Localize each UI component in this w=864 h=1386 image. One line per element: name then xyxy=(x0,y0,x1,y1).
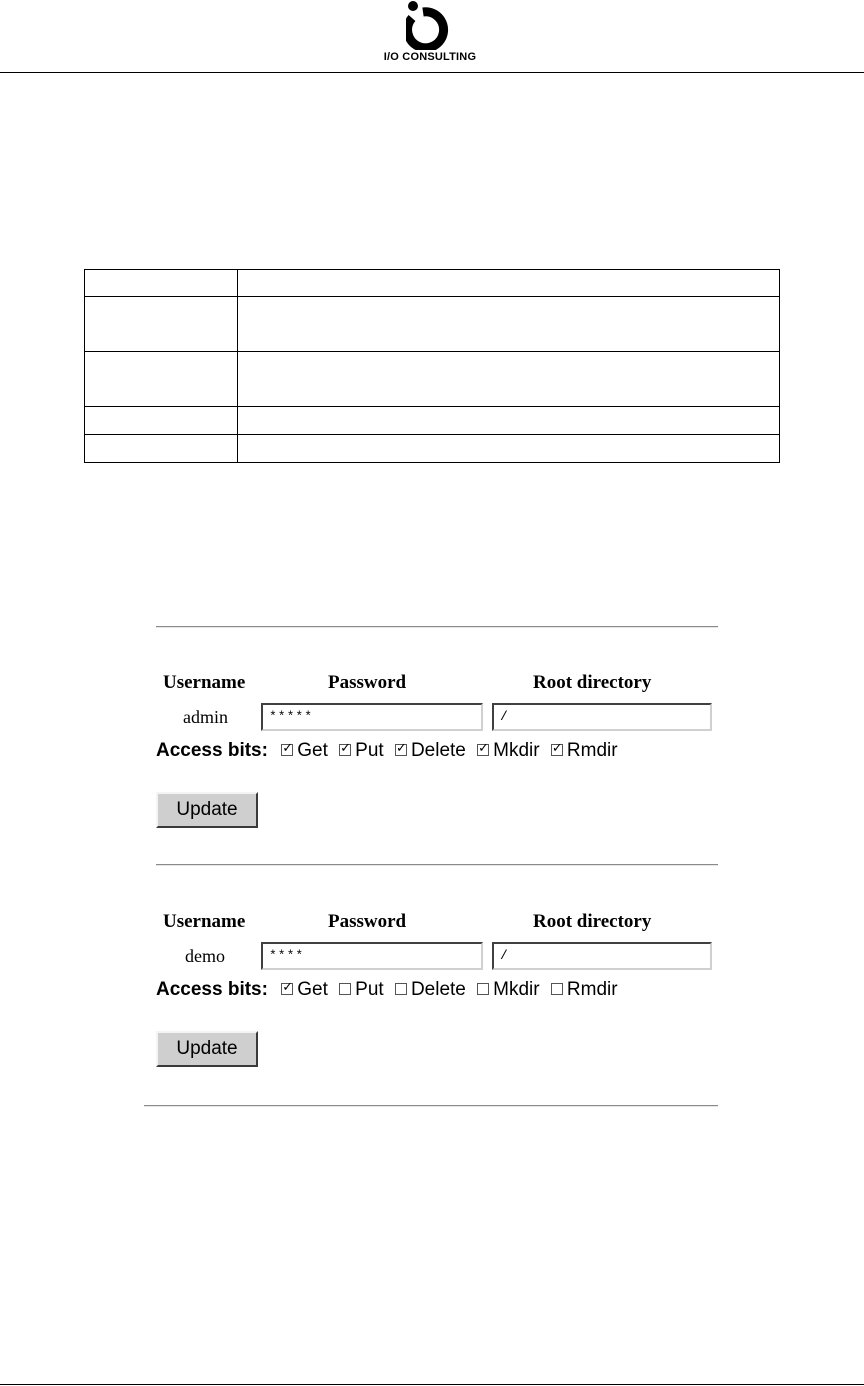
form-separator xyxy=(156,626,718,628)
access-bits-label: Access bits: xyxy=(156,979,268,1000)
table-row xyxy=(85,352,780,407)
table-cell xyxy=(85,407,238,435)
bit-delete[interactable] xyxy=(395,979,466,1001)
mkdir-checkbox[interactable] xyxy=(477,983,489,995)
bit-put[interactable] xyxy=(339,979,384,1001)
rmdir-checkbox[interactable] xyxy=(551,983,563,995)
table-cell xyxy=(85,352,238,407)
table-cell xyxy=(238,435,780,463)
bit-get[interactable] xyxy=(281,740,328,762)
table-cell xyxy=(85,297,238,352)
table-cell xyxy=(238,297,780,352)
mkdir-label: Mkdir xyxy=(493,979,540,1000)
username-header: Username xyxy=(163,672,246,693)
table-cell xyxy=(85,270,238,297)
password-header: Password xyxy=(328,672,407,693)
table-row xyxy=(85,270,780,297)
footer-divider xyxy=(0,1384,864,1385)
root-directory-header: Root directory xyxy=(533,911,652,932)
delete-checkbox[interactable] xyxy=(395,744,407,756)
rmdir-label: Rmdir xyxy=(566,740,618,761)
put-checkbox[interactable] xyxy=(339,744,351,756)
rmdir-label: Rmdir xyxy=(566,979,618,1000)
table-row xyxy=(85,297,780,352)
password-input[interactable]: **** xyxy=(261,942,483,970)
bit-delete[interactable] xyxy=(395,740,466,762)
username-header: Username xyxy=(163,911,246,932)
mkdir-checkbox[interactable] xyxy=(477,744,489,756)
access-bits-row xyxy=(156,740,624,762)
form-separator xyxy=(144,1105,718,1107)
user-form-demo xyxy=(156,911,716,1071)
get-checkbox[interactable] xyxy=(281,983,293,995)
io-logo-icon xyxy=(406,0,454,50)
update-button[interactable]: Update xyxy=(156,792,258,828)
bit-mkdir[interactable] xyxy=(477,979,539,1001)
bit-put[interactable] xyxy=(339,740,384,762)
bit-rmdir[interactable] xyxy=(551,979,618,1001)
bit-mkdir[interactable] xyxy=(477,740,539,762)
header-divider xyxy=(0,72,864,73)
root-directory-input[interactable]: / xyxy=(492,703,712,731)
password-header: Password xyxy=(328,911,407,932)
table-cell xyxy=(238,352,780,407)
table-cell xyxy=(238,270,780,297)
rmdir-checkbox[interactable] xyxy=(551,744,563,756)
username-value: admin xyxy=(183,707,228,727)
password-input[interactable]: ***** xyxy=(261,703,483,731)
put-label: Put xyxy=(355,979,384,1000)
document-table xyxy=(84,269,780,463)
bit-rmdir[interactable] xyxy=(551,740,618,762)
get-label: Get xyxy=(297,740,328,761)
table-cell xyxy=(85,435,238,463)
delete-label: Delete xyxy=(410,740,466,761)
get-checkbox[interactable] xyxy=(281,744,293,756)
root-directory-header: Root directory xyxy=(533,672,652,693)
put-checkbox[interactable] xyxy=(339,983,351,995)
company-logo xyxy=(360,0,500,68)
delete-label: Delete xyxy=(410,979,466,1000)
mkdir-label: Mkdir xyxy=(493,740,540,761)
user-form-admin xyxy=(156,672,716,832)
access-bits-label: Access bits: xyxy=(156,740,268,761)
table-row xyxy=(85,435,780,463)
access-bits-row xyxy=(156,979,624,1001)
put-label: Put xyxy=(355,740,384,761)
logo-text: I/O CONSULTING xyxy=(383,51,477,63)
delete-checkbox[interactable] xyxy=(395,983,407,995)
username-value: demo xyxy=(185,946,225,966)
form-separator xyxy=(156,864,718,866)
get-label: Get xyxy=(297,979,328,1000)
bit-get[interactable] xyxy=(281,979,328,1001)
table-cell xyxy=(238,407,780,435)
root-directory-input[interactable]: / xyxy=(492,942,712,970)
update-button[interactable]: Update xyxy=(156,1031,258,1067)
table-row xyxy=(85,407,780,435)
